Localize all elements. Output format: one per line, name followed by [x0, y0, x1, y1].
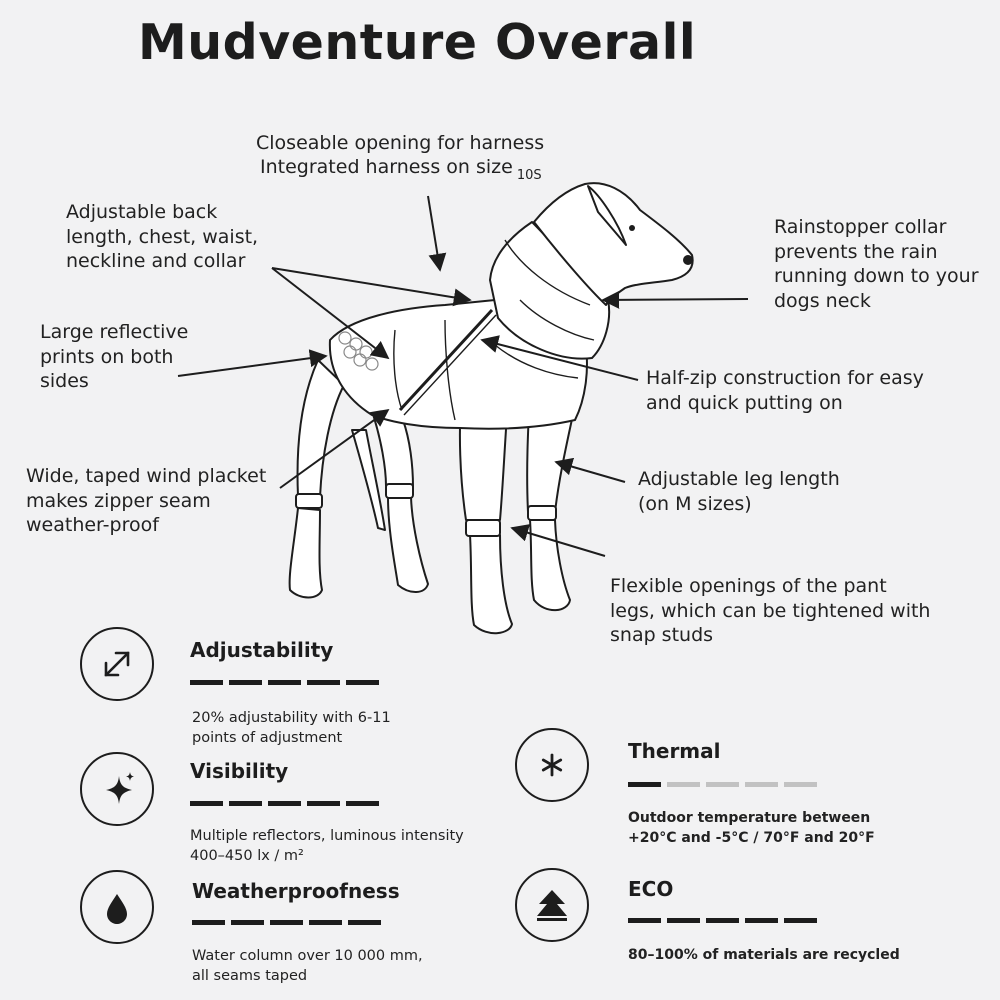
rating-segment	[706, 782, 739, 787]
feature-desc-eco: 80–100% of materials are recycled	[628, 947, 900, 963]
rating-segment	[348, 920, 381, 925]
rating-segment	[784, 782, 817, 787]
rating-bar-thermal	[628, 782, 817, 787]
feature-title-weatherproofness: Weatherproofness	[192, 879, 400, 903]
dog-back-leg-left	[298, 360, 344, 497]
rating-segment	[309, 920, 342, 925]
feature-desc-adjustability: 20% adjustability with 6-11 points of adjustment	[192, 710, 391, 746]
rating-segment	[231, 920, 264, 925]
arrows-diagonal-icon	[80, 627, 154, 701]
annotation-collar: Rainstopper collar prevents the rain running down to your dogs neck	[774, 216, 979, 312]
annotation-adjustable-back: Adjustable back length, chest, waist, neckline and collar	[66, 201, 259, 272]
rating-segment	[346, 680, 379, 685]
rating-bar-visibility	[190, 801, 379, 806]
rating-segment	[268, 801, 301, 806]
snowflake-icon	[515, 728, 589, 802]
rating-segment	[229, 801, 262, 806]
rating-segment	[307, 801, 340, 806]
page-title: Mudventure Overall	[138, 14, 697, 71]
rating-segment	[784, 918, 817, 923]
rating-segment	[346, 801, 379, 806]
annotation-harness-size: 10S	[516, 168, 542, 183]
water-drop-icon	[80, 870, 154, 944]
rating-segment	[745, 782, 778, 787]
rating-segment	[270, 920, 303, 925]
rating-segment	[667, 918, 700, 923]
rating-segment	[307, 680, 340, 685]
rating-segment	[706, 918, 739, 923]
feature-title-thermal: Thermal	[628, 739, 721, 763]
rating-segment	[190, 801, 223, 806]
annotation-harness-text: Integrated harness on size	[260, 156, 513, 178]
annotation-placket: Wide, taped wind placket makes zipper seam weather-proof	[26, 465, 267, 536]
rating-segment	[628, 918, 661, 923]
feature-desc-visibility: Multiple reflectors, luminous intensity 400–450 lx / m²	[190, 828, 464, 864]
rating-segment	[190, 680, 223, 685]
rating-segment	[229, 680, 262, 685]
rating-segment	[667, 782, 700, 787]
feature-title-visibility: Visibility	[190, 759, 289, 783]
annotation-pant-legs: Flexible openings of the pant legs, which can be tightened with snap studs	[610, 575, 931, 646]
annotation-harness-line1: Closeable opening for harness	[256, 132, 545, 154]
rating-segment	[628, 782, 661, 787]
rating-segment	[745, 918, 778, 923]
annotation-harness-line2	[260, 155, 542, 189]
sparkle-icon	[80, 752, 154, 826]
rating-segment	[192, 920, 225, 925]
feature-desc-thermal: Outdoor temperature between +20°C and -5°C / 70°F and 20°F	[628, 810, 875, 846]
feature-desc-weatherproofness: Water column over 10 000 mm, all seams taped	[192, 948, 423, 984]
rating-bar-weatherproofness	[192, 920, 381, 925]
rating-bar-eco	[628, 918, 817, 923]
feature-title-eco: ECO	[628, 877, 674, 901]
feature-title-adjustability: Adjustability	[190, 638, 334, 662]
rating-bar-adjustability	[190, 680, 379, 685]
annotation-leg-length: Adjustable leg length (on M sizes)	[638, 468, 840, 515]
rating-segment	[268, 680, 301, 685]
annotation-reflective: Large reflective prints on both sides	[40, 321, 189, 392]
annotation-half-zip: Half-zip construction for easy and quick putting on	[646, 367, 924, 414]
tree-icon	[515, 868, 589, 942]
